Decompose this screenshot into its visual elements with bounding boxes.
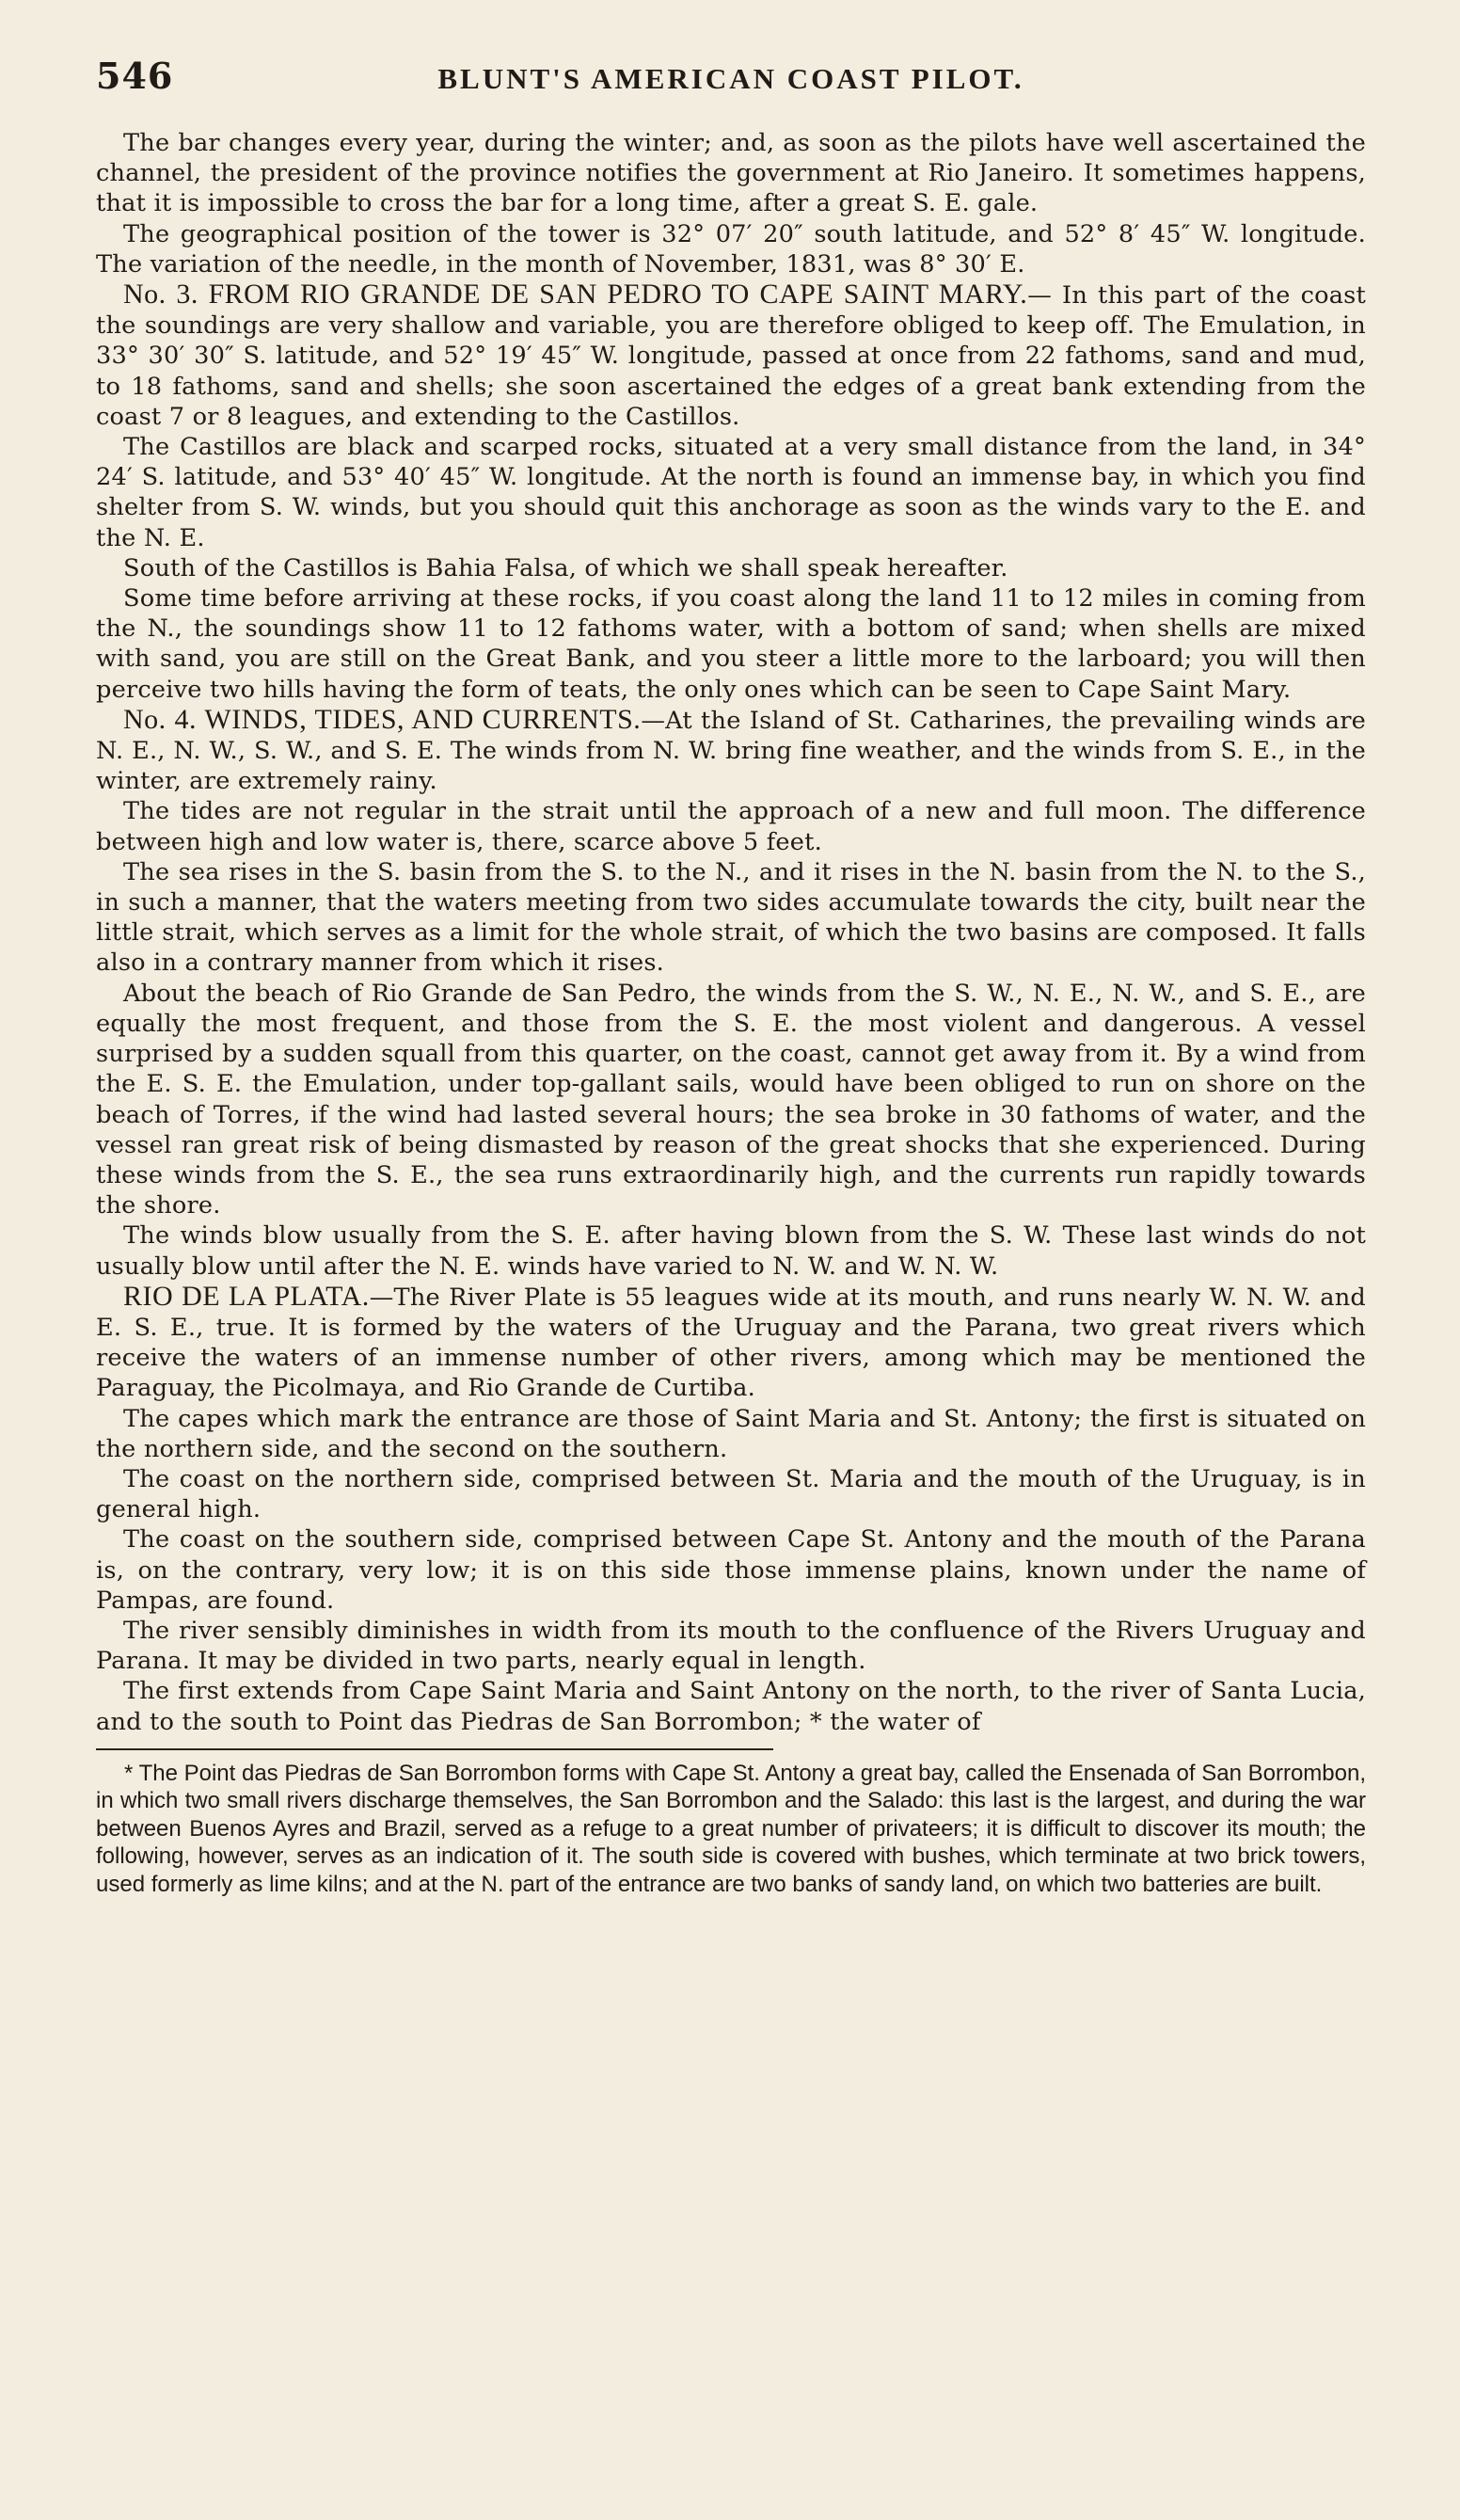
paragraph: The river sensibly diminishes in width from its mouth to the confluence of the Rivers Uruguay and Parana. It may be divided in two parts, nearly equal in length.	[96, 1616, 1366, 1676]
paragraph: The tides are not regular in the strait until the approach of a new and full moon. The difference between high and low water is, there, scarce above 5 feet.	[96, 797, 1366, 856]
paragraph: The first extends from Cape Saint Maria and Saint Antony on the north, to the river of Santa Lucia, and to the south to Point das Piedras de San Borrombon; * the water of	[96, 1677, 1366, 1736]
section-paragraph: RIO DE LA PLATA.—The River Plate is 55 leagues wide at its mouth, and runs nearly W. N. W. and E. S. E., true. It is formed by the waters of the Uruguay and the Parana, two great rivers which receive the waters of an immense number of other rivers, among which may be mentioned the Paraguay, the Picolmaya, and Rio Grande de Curtiba.	[96, 1280, 1366, 1403]
running-title: BLUNT'S AMERICAN COAST PILOT.	[437, 62, 1024, 95]
paragraph: The sea rises in the S. basin from the S. to the N., and it rises in the N. basin from the N. to the S., in such a manner, that the waters meeting from two sides accumulate towards the city, built near the little strait, which serves as a limit for the whole strait, of which the two basins are composed. It falls also in a contrary manner from which it rises.	[96, 857, 1366, 978]
paragraph: The coast on the southern side, comprised between Cape St. Antony and the mouth of the Parana is, on the contrary, very low; it is on this side those immense plains, known under the name of Pampas, are found.	[96, 1525, 1366, 1615]
paragraph: The capes which mark the entrance are those of Saint Maria and St. Antony; the first is situated on the northern side, and the second on the southern.	[96, 1404, 1366, 1463]
section-paragraph: No. 4. WINDS, TIDES, AND CURRENTS.—At the Island of St. Catharines, the prevailing winds are N. E., N. W., S. W., and S. E. The winds from N. W. bring fine weather, and the winds from S. E., in the winter, are extremely rainy.	[96, 703, 1366, 796]
body-text	[96, 128, 1366, 1737]
section-paragraph: No. 3. FROM RIO GRANDE DE SAN PEDRO TO CAPE SAINT MARY.— In this part of the coast the soundings are very shallow and variable, you are therefore obliged to keep off. The Emulation, in 33° 30′ 30″ S. latitude, and 52° 19′ 45″ W. longitude, passed at once from 22 fathoms, sand and mud, to 18 fathoms, sand and shells; she soon ascertained the edges of a great bank extending from the coast 7 or 8 leagues, and extending to the Castillos.	[96, 279, 1366, 431]
paragraph: South of the Castillos is Bahia Falsa, of which we shall speak hereafter.	[123, 553, 1008, 582]
section-heading: No. 4. WINDS, TIDES, AND CURRENTS.	[123, 703, 642, 735]
paragraph: The geographical position of the tower is 32° 07′ 20″ south latitude, and 52° 8′ 45″ W. longitude. The variation of the needle, in the month of November, 1831, was 8° 30′ E.	[96, 219, 1366, 279]
paragraph: About the beach of Rio Grande de San Pedro, the winds from the S. W., N. E., N. W., and S. E., are equally the most frequent, and those from the S. E. the most violent and dangerous. A vessel surprised by a sudden squall from this quarter, on the coast, cannot get away from it. By a wind from the E. S. E. the Emulation, under top-gallant sails, would have been obliged to run on shore on the beach of Torres, if the wind had lasted several hours; the sea broke in 30 fathoms of water, and the vessel ran great risk of being dismasted by reason of the great shocks that she experienced. During these winds from the S. E., the sea runs extraordinarily high, and the currents run rapidly towards the shore.	[96, 979, 1366, 1220]
footnote-text: * The Point das Piedras de San Borrombon forms with Cape St. Antony a great bay, called the Ensenada of San Borrombon, in which two small rivers discharge themselves, the San Borrombon and the Salado: this last is the largest, and during the war between Buenos Ayres and Brazil, served as a refuge to a great number of privateers; it is difficult to discover its mouth; the following, however, serves as an indication of it. The south side is covered with bushes, which terminate at two brick towers, used formerly as lime kilns; and at the N. part of the entrance are two banks of sandy land, on which two batteries are built.	[96, 1760, 1366, 1897]
paragraph: The winds blow usually from the S. E. after having blown from the S. W. These last winds do not usually blow until after the N. E. winds have varied to N. W. and W. N. W.	[96, 1221, 1366, 1281]
section-heading: No. 3. FROM RIO GRANDE DE SAN PEDRO TO CAPE SAINT MARY.	[123, 279, 1028, 311]
page-number: 546	[96, 55, 174, 97]
paragraph: The coast on the northern side, comprised between St. Maria and the mouth of the Uruguay, is in general high.	[96, 1464, 1366, 1524]
footnote-divider	[96, 1748, 773, 1750]
paragraph: The Castillos are black and scarped rocks, situated at a very small distance from the land, in 34° 24′ S. latitude, and 53° 40′ 45″ W. longitude. At the north is found an immense bay, in which you find shelter from S. W. winds, but you should quit this anchorage as soon as the winds vary to the E. and the N. E.	[96, 433, 1366, 552]
footnote	[96, 1760, 1366, 1899]
paragraph: Some time before arriving at these rocks, if you coast along the land 11 to 12 miles in coming from the N., the soundings show 11 to 12 fathoms water, with a bottom of sand; when shells are mixed with sand, you are still on the Great Bank, and you steer a little more to the larboard; you will then perceive two hills having the form of teats, the only ones which can be seen to Cape Saint Mary.	[96, 584, 1366, 704]
section-heading: RIO DE LA PLATA.	[123, 1280, 370, 1312]
paragraph: The bar changes every year, during the winter; and, as soon as the pilots have well ascertained the channel, the president of the province notifies the government at Rio Janeiro. It sometimes happens, that it is impossible to cross the bar for a long time, after a great S. E. gale.	[96, 129, 1366, 218]
running-head	[96, 55, 1366, 96]
